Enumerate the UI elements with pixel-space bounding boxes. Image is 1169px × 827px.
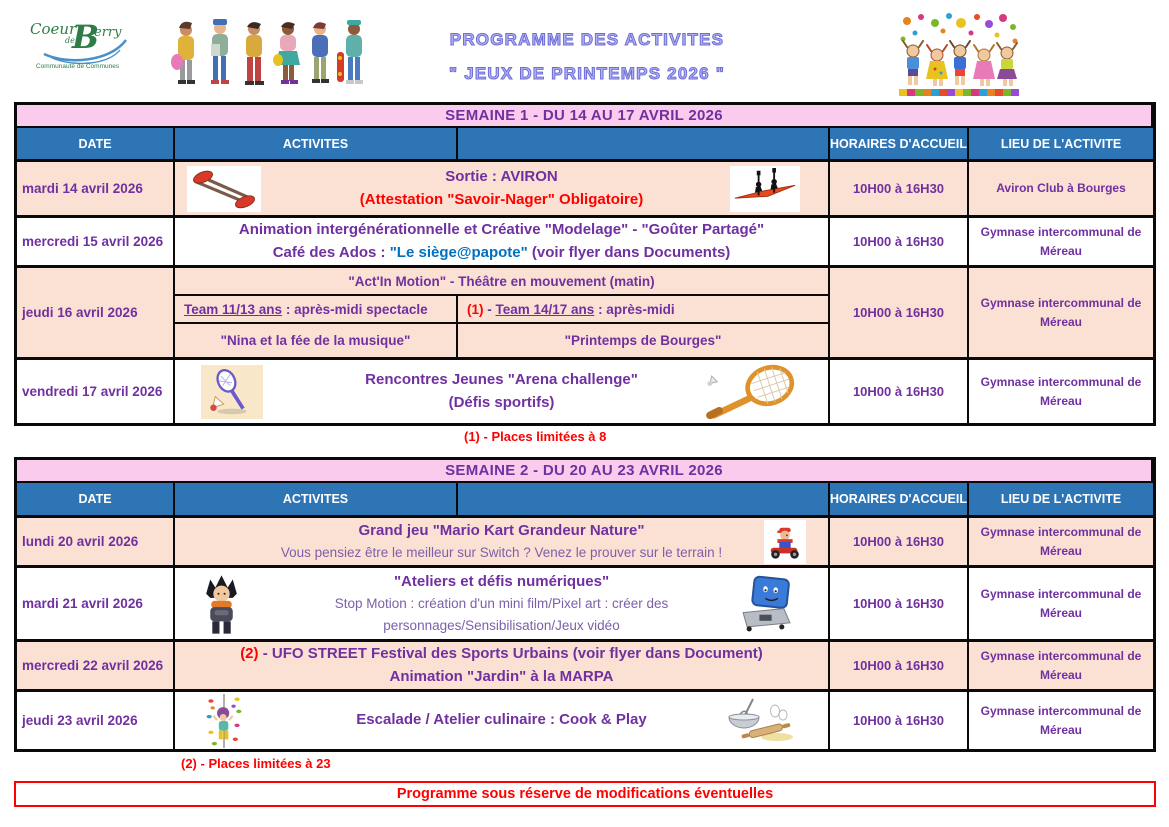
row-date: jeudi 23 avril 2026 [17,692,175,749]
row-hours: 10H00 à 16H30 [830,642,969,692]
activity-warning: (Attestation "Savoir-Nager" Obligatoire) [359,191,644,208]
badminton-racket-icon [692,363,810,421]
disclaimer-text: Programme sous réserve de modifications éventuelles [396,786,774,802]
ufo-street-label: - UFO STREET Festival des Sports Urbains (voir flyer dans Document) [258,644,763,662]
teen-1 [171,22,195,84]
activity-title: Animation intergénérationnelle et Créative "Modelage" - "Goûter Partagé" [238,220,765,238]
row-date: lundi 20 avril 2026 [17,518,175,568]
row-location: Gymnase intercommunal de Méreau [980,703,1142,737]
col-header-activities-empty [458,483,830,518]
week2-banner: SEMAINE 2 - DU 20 AU 23 AVRIL 2026 [17,460,1153,483]
col-header-date: DATE [17,128,175,162]
cooking-set-icon [724,696,796,746]
activity-title: "Ateliers et défis numériques" [393,573,610,591]
logo-letter-b: B [72,18,100,56]
row-location: Gymnase intercommunal de Méreau [969,218,1153,268]
week1-banner: SEMAINE 1 - DU 14 AU 17 AVRIL 2026 [17,105,1153,128]
teen-5 [312,22,329,83]
activity-cell [175,162,830,218]
week1-table [14,102,1156,426]
anime-boy-icon [197,572,245,636]
kid-figures [903,41,1017,86]
row-date: mardi 14 avril 2026 [17,162,175,218]
row-hours: 10H00 à 16H30 [830,692,969,749]
activity-cell [175,568,830,642]
logo-word-de: de [65,36,75,45]
teen-6-with-skateboard [337,20,363,84]
activity-title: Sortie : AVIRON [445,167,558,185]
row-hours: 10H00 à 16H30 [830,568,969,642]
col-header-date: DATE [17,483,175,518]
row-location: Gymnase intercommunal de Méreau [980,374,1142,408]
logo-word-erry: erry [94,25,122,40]
col-header-activities: ACTIVITES [175,128,458,162]
activity-cell [175,642,830,692]
climbing-kid-icon [197,693,251,749]
activity-subtitle: Vous pensiez être le meilleur sur Switch ? Venez le prouver sur le terrain ! [280,545,723,561]
rowing-boat-icon [730,166,800,212]
row-date: mardi 21 avril 2026 [17,568,175,642]
activity-title: Escalade / Atelier culinaire : Cook & Play [356,711,647,729]
team-14-17-detail: : après-midi [594,301,675,317]
crossed-oars-icon [187,166,261,212]
confetti-strip [899,89,1019,96]
activity-title: Rencontres Jeunes "Arena challenge" [365,370,638,388]
activity-line2: Animation "Jardin" à la MARPA [389,668,614,685]
teen-3 [245,22,264,85]
page-subtitle: " JEUX DE PRINTEMPS 2026 " [449,64,725,83]
team-11-13-detail: : après-midi spectacle [282,301,428,317]
col-header-location: LIEU DE L'ACTIVITE [969,483,1153,518]
row-date: vendredi 17 avril 2026 [17,360,175,423]
col-header-location: LIEU DE L'ACTIVITE [969,128,1153,162]
team-11-13-label: Team 11/13 ans [184,301,283,317]
row-hours: 10H00 à 16H30 [830,162,969,218]
act-in-motion-label: "Act'In Motion" - Théâtre en mouvement (matin) [348,273,655,289]
row-date: mercredi 15 avril 2026 [17,218,175,268]
activity-cell [175,692,830,749]
cartoon-laptop-icon [736,573,794,635]
siege-papote-label: "Le siège@papote" [389,244,528,261]
page-title: PROGRAMME DES ACTIVITES [449,30,725,49]
nina-show-label: "Nina et la fée de la musique" [220,333,411,348]
activity-line2 [273,243,731,263]
activity-title [240,644,763,664]
team-14-17-cell [458,296,830,324]
row-location: Gymnase intercommunal de Méreau [969,518,1153,568]
logo-graphic [22,12,142,74]
cafe-ados-label: Café des Ados : [272,244,390,261]
row-location: Gymnase intercommunal de Méreau [969,268,1153,360]
activity-title: Grand jeu "Mario Kart Grandeur Nature" [358,521,645,539]
footnote-ref-2: (2) [240,644,259,662]
logo-subtitle: Communauté de Communes [36,63,120,70]
activity-detail-1: Stop Motion : création d'un mini film/Pixel art : créer des [334,596,669,612]
activity-top-cell [175,268,830,296]
footnote-ref-1: (1) [467,301,484,317]
week2-footnote: (2) - Places limitées à 23 [181,756,331,771]
row-date: mercredi 22 avril 2026 [17,642,175,692]
row-date: jeudi 16 avril 2026 [17,268,175,360]
coeur-de-berry-logo [22,12,142,74]
activity-cell [175,360,830,423]
col-header-activities: ACTIVITES [175,483,458,518]
col-header-activities-empty [458,128,830,162]
activity-subtitle: (Défis sportifs) [448,394,555,411]
logo-word-coeur: Coeur [30,20,77,38]
flyer-note: (voir flyer dans Documents) [527,244,731,261]
activity-detail-2: personnages/Sensibilisation/Jeux vidéo [383,617,620,633]
children-illustration [897,11,1021,97]
printemps-bourges-label: "Printemps de Bourges" [564,333,722,348]
row-hours: 10H00 à 16H30 [830,360,969,423]
team-14-17-label: Team 14/17 ans [495,301,595,317]
row-location: Aviron Club à Bourges [969,162,1153,218]
disclaimer-box [14,781,1156,807]
confetti-dots [901,13,1018,44]
row-hours: 10H00 à 16H30 [830,518,969,568]
activity-cell [175,218,830,268]
row-hours: 10H00 à 16H30 [830,218,969,268]
row-location: Gymnase intercommunal de Méreau [969,568,1153,642]
row-location: Gymnase intercommunal de Méreau [969,642,1153,692]
show-14-17-cell [458,324,830,360]
team-11-13-cell [175,296,458,324]
col-header-hours: HORAIRES D'ACCUEIL [830,483,969,518]
teen-4 [273,22,300,84]
row-hours: 10H00 à 16H30 [830,268,969,360]
teenagers-illustration [168,14,376,96]
week2-table [14,457,1156,752]
badminton-set-icon [201,365,263,419]
col-header-hours: HORAIRES D'ACCUEIL [830,128,969,162]
separator: - [483,301,496,317]
show-11-13-cell [175,324,458,360]
mario-kart-icon [764,520,806,564]
week1-footnote: (1) - Places limitées à 8 [464,429,607,444]
activity-cell [175,518,830,568]
teen-2 [211,19,229,84]
